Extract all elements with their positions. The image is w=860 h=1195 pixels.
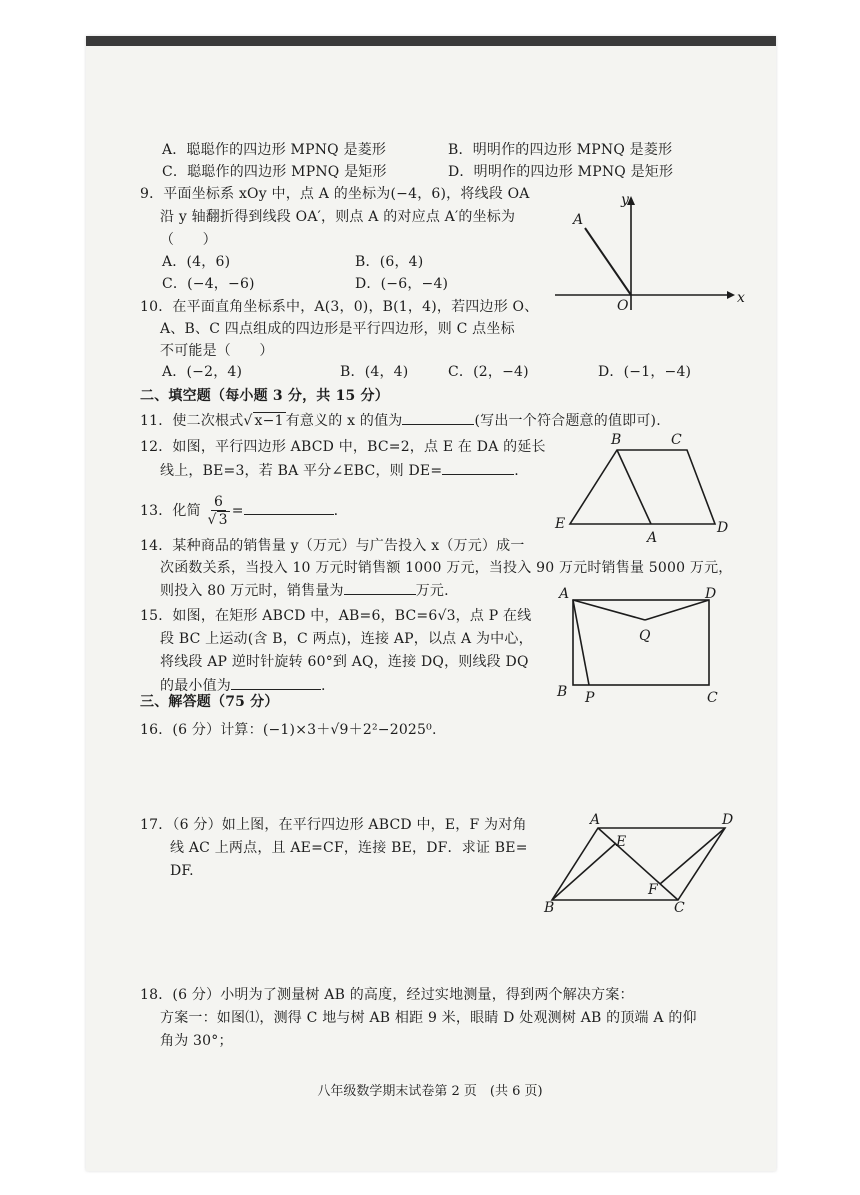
q14-line3-text: 则投入 80 万元时，销售量为 [160,583,344,599]
q12-label-a: A [647,530,658,546]
q9-option-d: D．(−6，−4) [355,276,449,292]
q11-sqrt: √ x−1 [243,413,284,429]
q17-parallelogram-figure [540,812,740,917]
q17-label-c: C [674,900,685,916]
q13-denominator: √ 3 [207,511,228,528]
q13-prefix: 13．化简 [140,503,201,519]
q12-answer-blank[interactable] [442,460,514,475]
q10-line1: 10．在平面直角坐标系中，A(3，0)，B(1，4)，若四边形 O、 [140,299,539,315]
q17-label-b: B [544,900,555,916]
q10-line3: 不可能是（ ） [160,343,274,359]
q9-coordinate-figure [555,188,745,313]
q15-line3: 将线段 AP 逆时针旋转 60°到 AQ，连接 DQ，则线段 DQ [160,654,529,670]
q14-answer-blank[interactable] [344,580,416,595]
q14-line3 [160,580,449,601]
q13-fraction [207,494,229,529]
q15-line4-text: 的最小值为 [160,678,231,694]
q15-line2: 段 BC 上运动(含 B，C 两点)，连接 AP，以点 A 为中心， [160,631,533,647]
q11-radicand: x−1 [254,413,284,429]
q9-label-x: x [737,290,745,306]
q15-label-q: Q [639,628,651,644]
q8-option-c: C．聪聪作的四边形 MPNQ 是矩形 [162,164,387,180]
q15-label-b: B [557,684,568,700]
q8-option-b: B．明明作的四边形 MPNQ 是菱形 [448,142,673,158]
q12-parallelogram-figure [555,432,735,547]
section-2-heading: 二、填空题（每小题 3 分，共 15 分） [140,388,389,404]
page-footer: 八年级数学期末试卷第 2 页 (共 6 页) [317,1084,543,1099]
q14-line2: 次函数关系，当投入 10 万元时销售额 1000 万元，当投入 90 万元时销售量 5000 万元， [160,560,733,576]
q13-numerator: 6 [211,494,226,511]
q18-line1: 18．(6 分）小明为了测量树 AB 的高度，经过实地测量，得到两个解决方案： [140,987,634,1003]
q16-line: 16．(6 分）计算：(−1)×3＋√9＋2²−2025⁰. [140,722,437,738]
q17-label-d: D [722,812,734,828]
q11-line [140,410,661,431]
q18-line3: 角为 30°； [160,1033,233,1049]
q15-label-a: A [559,586,570,602]
q15-label-d: D [705,586,717,602]
q13-radicand: 3 [218,511,228,528]
q12-label-d: D [717,520,729,536]
q11-tail: (写出一个符合题意的值即可). [474,413,661,429]
section-3-heading: 三、解答题（75 分） [140,694,279,710]
q9-line3: （ ） [160,232,217,248]
q10-option-d: D．(−1，−4) [598,364,692,380]
q9-option-c: C．(−4，−6) [162,276,255,292]
q12-line2: 线上，BE=3，若 BA 平分∠EBC，则 DE= . [160,460,519,481]
q9-label-y: y [621,192,629,208]
q15-label-p: P [585,690,595,706]
q15-line1: 15．如图，在矩形 ABCD 中，AB=6，BC=6√3，点 P 在线 [140,608,532,624]
q17-line1: 17．（6 分）如上图，在平行四边形 ABCD 中，E，F 为对角 [140,817,527,833]
q14-unit: 万元. [415,583,449,599]
q12-label-b: B [611,432,622,448]
q12-line2-text: 线上，BE=3，若 BA 平分∠EBC，则 DE= [160,463,443,479]
q9-option-a: A．(4，6) [162,254,231,270]
q9-line1: 9．平面坐标系 xOy 中，点 A 的坐标为(−4，6)，将线段 OA [140,186,530,202]
q10-line2: A、B、C 四点组成的四边形是平行四边形，则 C 点坐标 [160,321,515,337]
q14-line1: 14．某种商品的销售量 y（万元）与广告投入 x（万元）成一 [140,538,525,554]
q17-line2: 线 AC 上两点，且 AE=CF，连接 BE，DF．求证 BE= [170,840,528,856]
q8-option-d: D．明明作的四边形 MPNQ 是矩形 [448,164,674,180]
q17-label-f: F [648,882,658,898]
q12-label-c: C [671,432,682,448]
q15-line4: 的最小值为 . [160,675,326,696]
q15-rectangle-figure [555,584,735,709]
q10-option-b: B．(4，4) [340,364,409,380]
q17-label-e: E [616,834,627,850]
q13-equals: = [231,503,244,519]
q11-answer-blank[interactable] [402,410,474,425]
q13-answer-blank[interactable] [244,500,334,515]
q9-label-a: A [573,212,584,228]
q9-option-b: B．(6，4) [355,254,424,270]
q12-line1: 12．如图，平行四边形 ABCD 中，BC=2，点 E 在 DA 的延长 [140,439,546,455]
q11-text: 有意义的 x 的值为 [285,413,403,429]
q15-label-c: C [707,690,718,706]
q8-option-a: A．聪聪作的四边形 MPNQ 是菱形 [162,142,387,158]
q9-label-o: O [617,298,629,314]
q13-line: 13．化简 $\frac{6}{√ 3}$ = . [140,493,339,528]
q17-line3: DF. [170,863,194,879]
q10-option-a: A．(−2，4) [162,364,243,380]
q10-option-c: C．(2，−4) [448,364,529,380]
q11-prefix: 11．使二次根式 [140,413,244,429]
q18-line2: 方案一：如图⑴，测得 C 地与树 AB 相距 9 米，眼睛 D 处观测树 AB 的顶端 A 的仰 [160,1010,697,1026]
q17-label-a: A [590,812,601,828]
q12-label-e: E [555,516,566,532]
q9-line2: 沿 y 轴翻折得到线段 OA′，则点 A 的对应点 A′的坐标为 [160,209,516,225]
q15-answer-blank[interactable] [231,675,321,690]
